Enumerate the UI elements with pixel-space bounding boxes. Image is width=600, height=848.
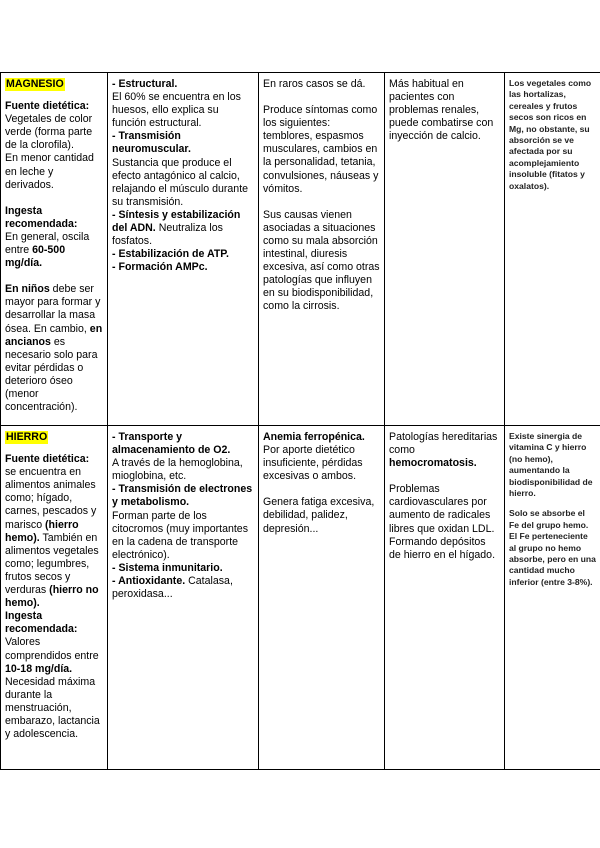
fuente-label: Fuente dietética:	[5, 453, 90, 466]
mineral-name: MAGNESIO	[6, 78, 64, 90]
function-text: Sustancia que produce el efecto antagónico al calcio, relajando el músculo durante su transmisión.	[112, 156, 249, 208]
function-label: - Sistema inmunitario.	[112, 561, 223, 574]
minerals-table	[0, 72, 600, 770]
ancianos-label: en ancianos	[5, 322, 103, 348]
cell-deficiency	[259, 73, 385, 426]
cell-mineral-info	[1, 426, 108, 770]
cell-deficiency	[259, 426, 385, 770]
function-text: A través de la hemoglobina, mioglobina, etc.	[112, 457, 243, 483]
fuente-text: Vegetales de color verde (forma parte de la clorofila).	[5, 113, 93, 152]
function-text: Neutraliza los fosfatos.	[112, 222, 223, 248]
excess-text: Más habitual en pacientes con problemas renales, puede combatirse con inyección de calcio.	[389, 78, 494, 143]
excess-text: Patologías hereditarias como	[389, 431, 498, 457]
interactions-text: Existe sinergia de vitamina C y hierro (no hemo), aumentando la biodisponibilidad de hierro.	[509, 431, 593, 499]
ancianos-text: es necesario solo para evitar pérdidas o deterioro óseo (menor concentración).	[5, 335, 98, 414]
deficiency-label: Anemia ferropénica.	[263, 431, 365, 443]
table-row-hierro	[1, 426, 600, 770]
deficiency-text: Por aporte dietético insuficiente, pérdidas excesivas o ambos.	[263, 444, 363, 483]
cell-excess	[385, 73, 505, 426]
function-label: - Transmisión neuromuscular.	[112, 130, 191, 156]
fuente-text-2: También en alimentos vegetales como; legumbres, frutos secos y verduras	[5, 531, 99, 597]
cell-interactions	[505, 426, 600, 770]
ingesta-pre: Valores comprendidos entre	[5, 636, 99, 662]
function-text: Forman parte de los citocromos (muy importantes en la cadena de transporte electrónico).	[112, 509, 248, 561]
function-label: - Estructural.	[112, 78, 178, 90]
function-label: - Antioxidante.	[112, 575, 186, 588]
cell-mineral-info	[1, 73, 108, 426]
mineral-name: HIERRO	[6, 431, 48, 443]
fuente-label: Fuente dietética:	[5, 100, 90, 113]
fuente-hemo: (hierro hemo).	[5, 518, 79, 544]
deficiency-symptoms: Produce síntomas como los siguientes: temblores, espasmos musculares, cambios en la personalidad, tetania, convulsiones, náuseas y vómitos.	[263, 104, 379, 195]
interactions-text: Los vegetales como las hortalizas, cereales y frutos secos son ricos en Mg, no obstante, su absorción se ve afectada por su acomplejamiento insoluble (fitatos y oxalatos).	[509, 78, 592, 191]
cell-interactions	[505, 73, 600, 426]
function-label: - Transmisión de electrones y metabolismo.	[112, 483, 253, 509]
ingesta-value: 60-500 mg/día.	[5, 244, 66, 270]
table-row-magnesio	[1, 73, 600, 426]
ingesta-label: Ingesta recomendada:	[5, 204, 78, 230]
fuente-text: se encuentra en alimentos animales como; hígado, carnes, pescados y marisco	[5, 466, 97, 531]
ingesta-label: Ingesta recomendada:	[5, 610, 78, 636]
cell-excess	[385, 426, 505, 770]
function-label: - Transporte y almacenamiento de O2.	[112, 431, 231, 457]
max-need-text: Necesidad máxima durante la menstruación, embarazo, lactancia y adolescencia.	[5, 675, 100, 741]
excess-bold: hemocromatosis.	[389, 457, 477, 470]
ingesta-pre: En general, oscila entre	[5, 230, 90, 257]
function-text: Catalasa, peroxidasa...	[112, 575, 233, 601]
excess-text-2: Problemas cardiovasculares por aumento de radicales libres que oxidan LDL. Formando depósitos de hierro en el hígado.	[389, 483, 496, 561]
function-text: El 60% se encuentra en los huesos, ello explica su función estructural.	[112, 91, 241, 130]
cell-functions	[108, 73, 259, 426]
deficiency-text: En raros casos se dá.	[263, 78, 366, 90]
fuente-no-hemo: (hierro no hemo).	[5, 584, 99, 610]
deficiency-symptoms: Genera fatiga excesiva, debilidad, palidez, depresión...	[263, 496, 375, 535]
function-label: - Síntesis y estabilización del ADN.	[112, 208, 241, 235]
cell-functions	[108, 426, 259, 770]
ninos-label: En niños	[5, 283, 50, 296]
interactions-text-2: Solo se absorbe el Fe del grupo hemo. El Fe perteneciente al grupo no hemo absorbe, pero en una cantidad mucho inferior (entre 3-8%).	[509, 508, 596, 587]
function-label: - Formación AMPc.	[112, 261, 208, 274]
ingesta-value: 10-18 mg/día.	[5, 662, 73, 675]
function-label: - Estabilización de ATP.	[112, 248, 229, 261]
ninos-text: debe ser mayor para formar y desarrollar la masa ósea. En cambio,	[5, 283, 101, 335]
deficiency-causes: Sus causas vienen asociadas a situaciones como su mala absorción intestinal, diuresis excesiva, así como otras patologías que influyen en su biodisponibilidad, como la cirrosis.	[263, 208, 380, 313]
fuente-text-2: En menor cantidad en leche y derivados.	[5, 152, 94, 191]
